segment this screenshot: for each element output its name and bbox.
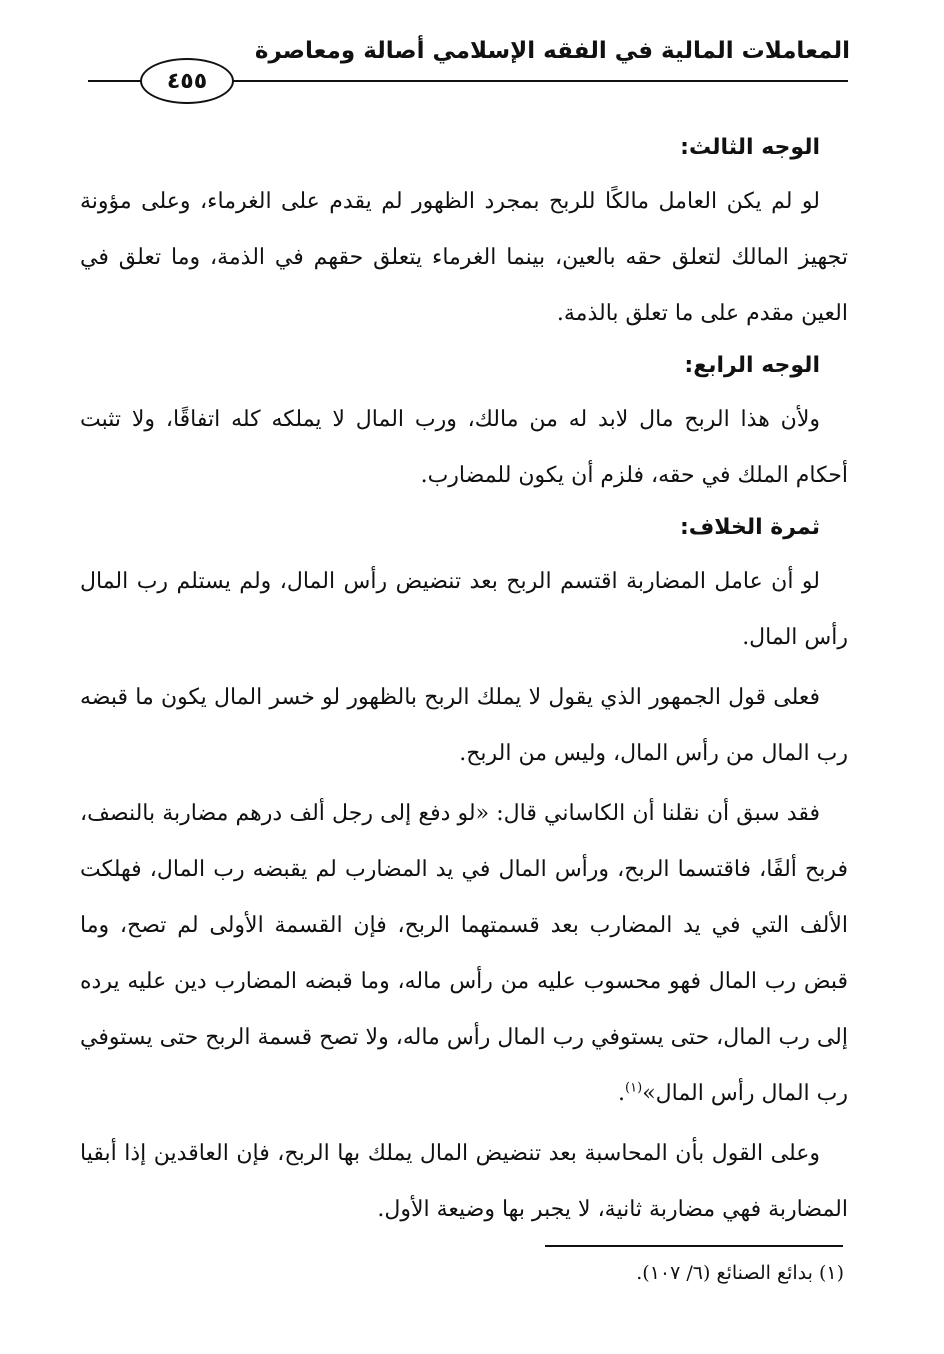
footnote-rule — [545, 1245, 843, 1247]
footnote-reference: (١) — [625, 1080, 643, 1096]
kasani-quote-text: فقد سبق أن نقلنا أن الكاساني قال: «لو دفع إلى رجل ألف درهم مضاربة بالنصف، فربح ألفًا، فاقتسما الربح، ورأس المال في يد المضارب لم يقبضه رب المال، فهلكت الألف التي في يد المضارب بعد قسمتهما الربح، فإن القسمة الأولى لم تصح، وما قبض رب المال فهو محسوب عليه من رأس ماله، وما قبضه المضارب دين عليه يرده إلى رب المال، حتى يستوفي رب المال رأس ماله، ولا تصح قسمة الربح حتى يستوفي رب المال رأس المال» — [80, 801, 848, 1106]
page-number: ٤٥٥ — [166, 68, 208, 94]
paragraph-closing: وعلى القول بأن المحاسبة بعد تنضيض المال يملك بها الربح، فإن العاقدين إذا أبقيا المضاربة فهي مضاربة ثانية، لا يجبر بها وضيعة الأول. — [80, 1141, 848, 1222]
footnote: (١) بدائع الصنائع (٦/ ١٠٧). — [636, 1262, 844, 1284]
kasani-quote-end: . — [618, 1081, 626, 1106]
page-number-frame — [140, 58, 234, 104]
heading-fourth-aspect: الوجه الرابع: — [684, 353, 820, 378]
running-title: المعاملات المالية في الفقه الإسلامي أصالة ومعاصرة — [254, 38, 850, 64]
paragraph-fourth-aspect: ولأن هذا الربح مال لابد له من مالك، ورب المال لا يملكه كله اتفاقًا، ولا تثبت أحكام الملك في حقه، فلزم أن يكون للمضارب. — [80, 407, 848, 488]
paragraph-kasani-quote — [80, 786, 848, 1122]
paragraph-fruit-1: لو أن عامل المضاربة اقتسم الربح بعد تنضيض رأس المال، ولم يستلم رب المال رأس المال. — [80, 569, 848, 650]
paragraph-third-aspect: لو لم يكن العامل مالكًا للربح بمجرد الظهور لم يقدم على الغرماء، وعلى مؤونة تجهيز المالك لتعلق حقه بالعين، بينما الغرماء يتعلق حقهم في الذمة، وما تعلق في العين مقدم على ما تعلق بالذمة. — [80, 189, 848, 326]
body-text — [80, 128, 848, 1242]
paragraph-fruit-2: فعلى قول الجمهور الذي يقول لا يملك الربح بالظهور لو خسر المال يكون ما قبضه رب المال من رأس المال، وليس من الربح. — [80, 685, 848, 766]
heading-fruit-of-dispute: ثمرة الخلاف: — [679, 515, 820, 540]
heading-third-aspect: الوجه الثالث: — [680, 135, 820, 160]
